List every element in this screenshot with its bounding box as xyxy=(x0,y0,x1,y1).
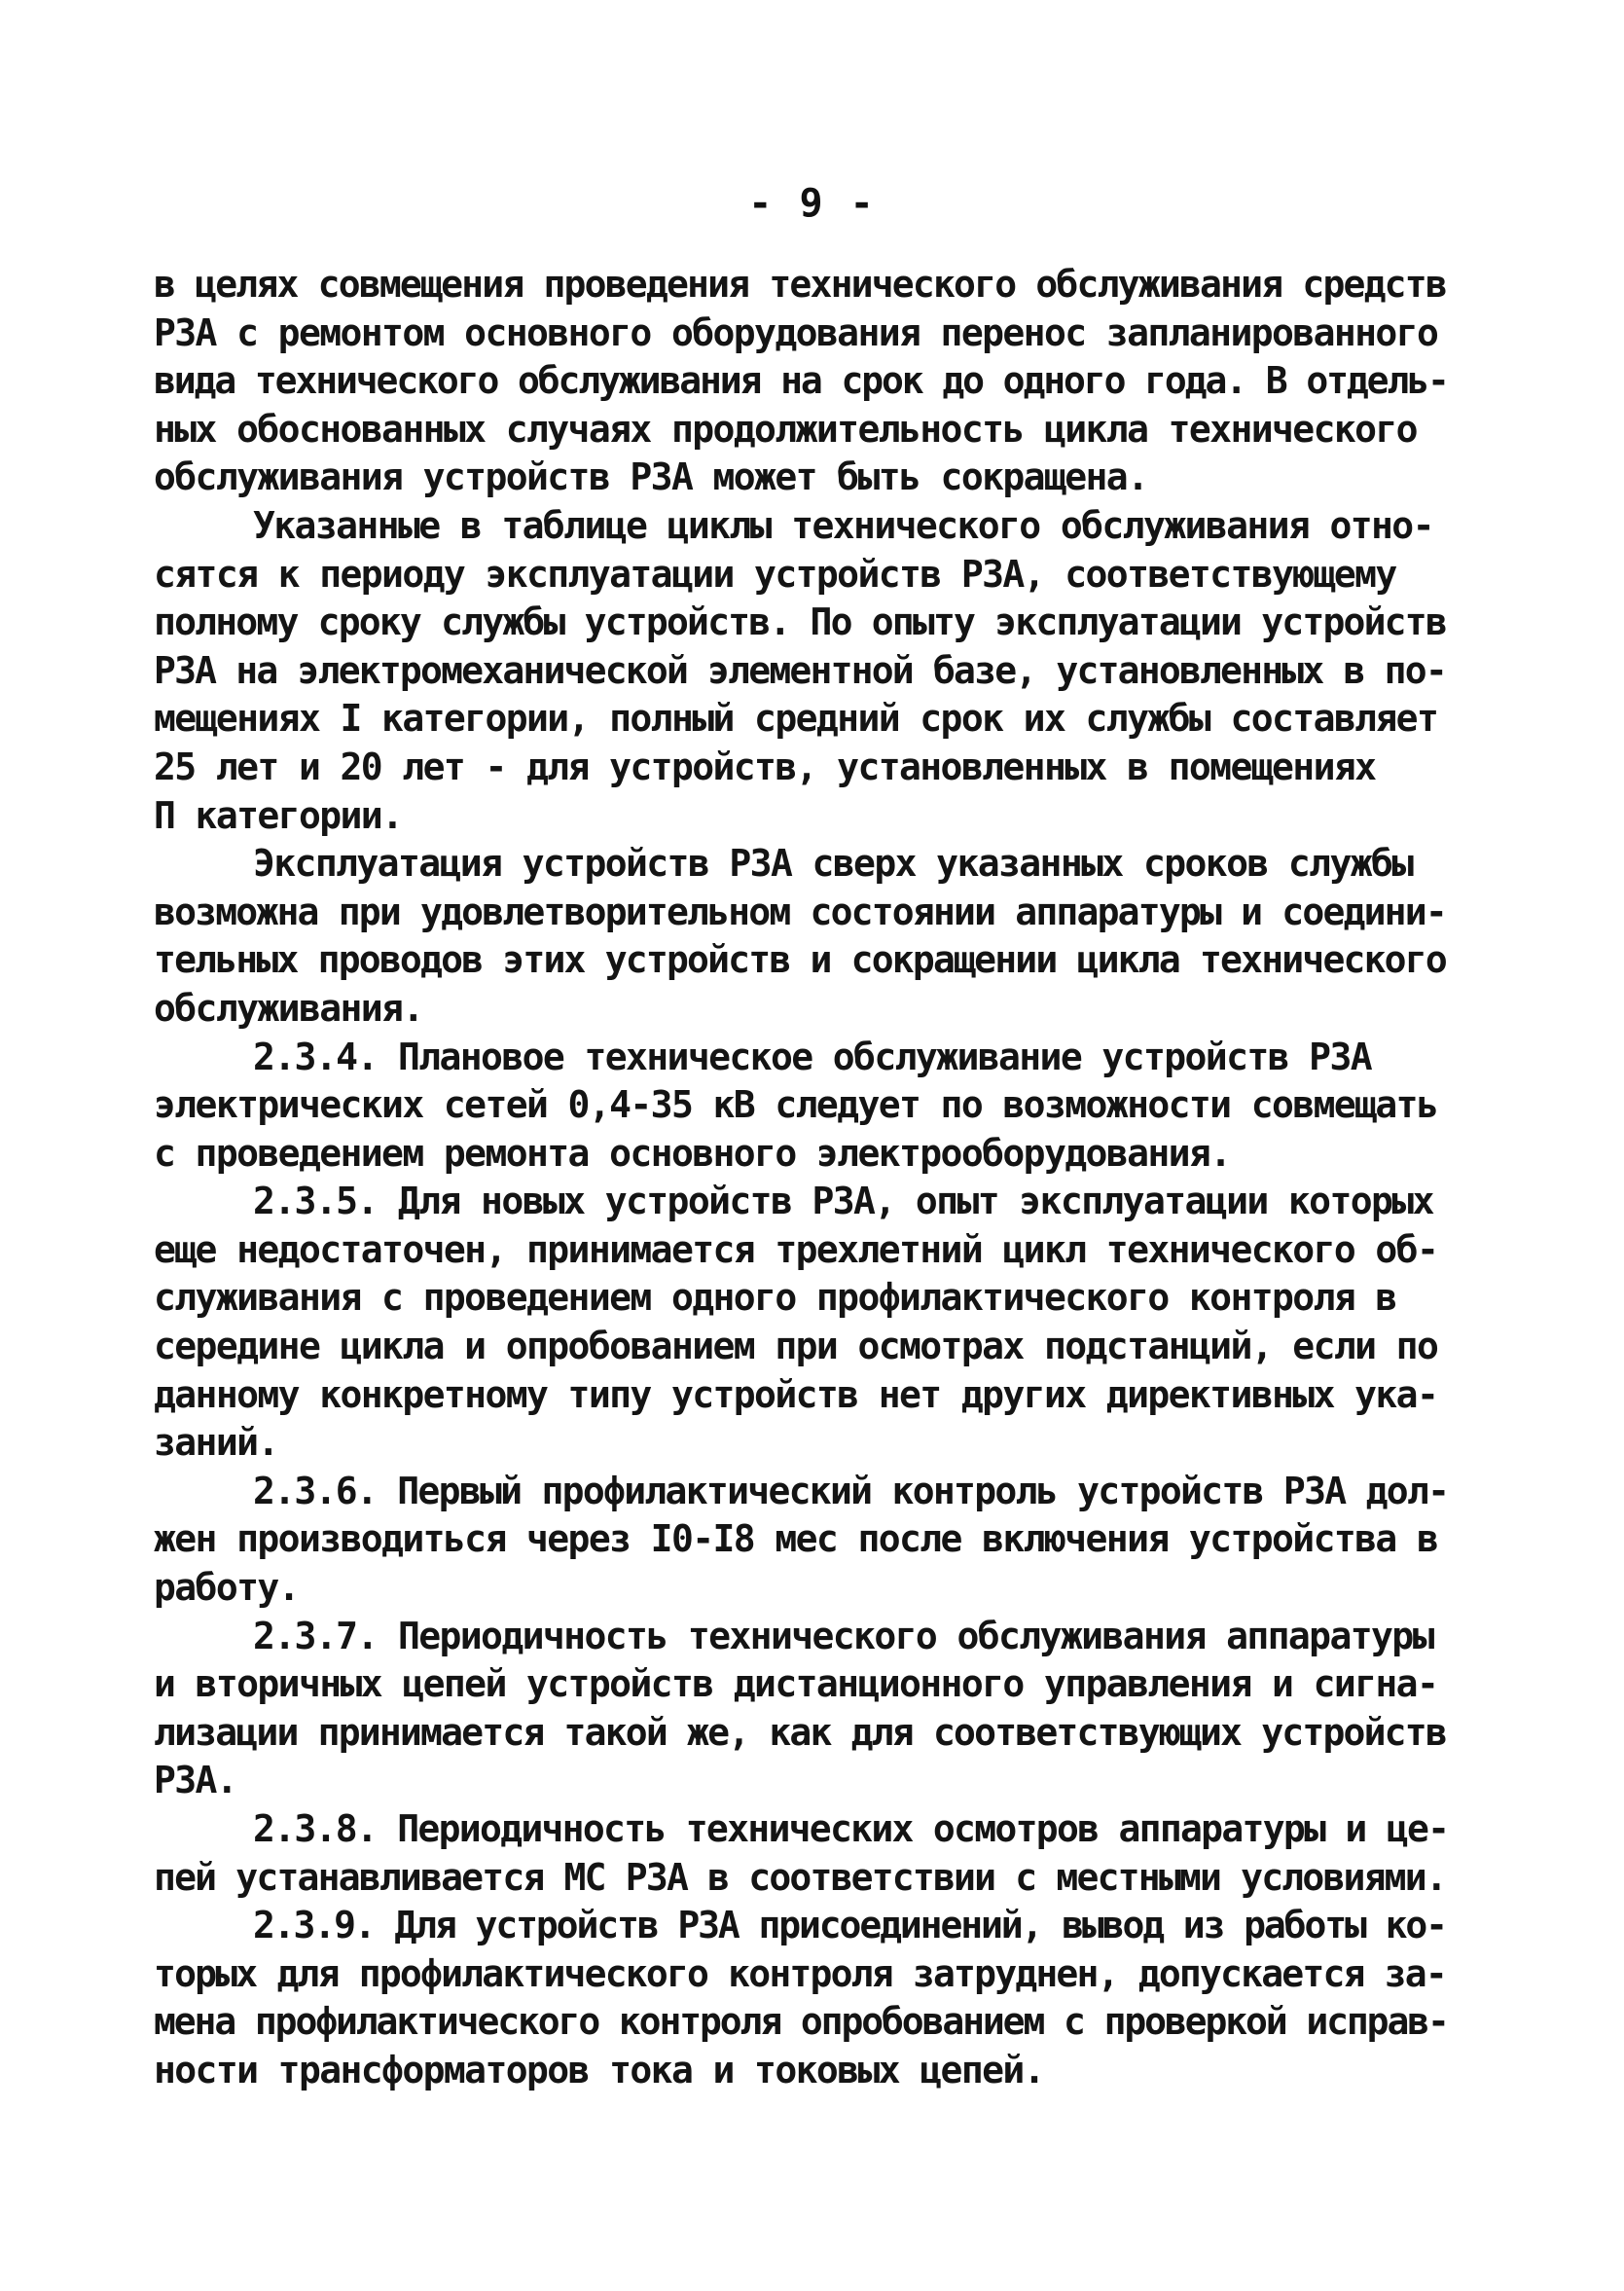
text-line: 2.3.6. Первый профилактический контроль устройств РЗА дол- xyxy=(253,1469,1449,1512)
text-line: Указанные в таблице циклы технического обслуживания отно- xyxy=(253,503,1433,547)
text-line: и вторичных цепей устройств дистанционного управления и сигна- xyxy=(154,1662,1438,1706)
text-line: Эксплуатация устройств РЗА сверх указанных сроков службы xyxy=(253,842,1413,886)
text-line: полному сроку службы устройств. По опыту эксплуатации устройств xyxy=(154,600,1446,644)
text-line: 2.3.9. Для устройств РЗА присоединений, вывод из работы ко- xyxy=(253,1904,1446,1947)
text-line: электрических сетей 0,4-35 кВ следует по возможности совмещать xyxy=(154,1083,1438,1127)
text-line: мена профилактического контроля опробованием с проверкой исправ- xyxy=(154,2000,1448,2044)
text-line: пей устанавливается МС РЗА в соответствии с местными условиями. xyxy=(154,1855,1446,1899)
text-line: РЗА на электромеханической элементной базе, установленных в по- xyxy=(154,648,1446,692)
text-line: ных обоснованных случаях продолжительность цикла технического xyxy=(154,407,1417,451)
text-line: середине цикла и опробованием при осмотрах подстанций, если по xyxy=(154,1325,1438,1368)
text-line: в целях совмещения проведения технического обслуживания средств xyxy=(154,263,1446,306)
text-line: мещениях I категории, полный средний срок их службы составляет xyxy=(154,697,1438,741)
text-line: 2.3.8. Периодичность технических осмотров аппаратуры и це- xyxy=(253,1807,1449,1850)
text-line: 25 лет и 20 лет - для устройств, установленных в помещениях xyxy=(154,745,1376,788)
text-line: тельных проводов этих устройств и сокращении цикла технического xyxy=(154,938,1446,982)
page-number: - 9 - xyxy=(748,181,876,226)
text-line: 2.3.4. Плановое техническое обслуживание устройств РЗА xyxy=(253,1035,1372,1078)
text-line: данному конкретному типу устройств нет других директивных ука- xyxy=(154,1372,1438,1416)
text-line: вида технического обслуживания на срок до одного года. В отдель- xyxy=(154,359,1448,403)
text-line: еще недостаточен, принимается трехлетний цикл технического об- xyxy=(154,1227,1438,1271)
text-line: жен производиться через I0-I8 мес после включения устройства в xyxy=(154,1517,1438,1561)
text-line: служивания с проведением одного профилактического контроля в xyxy=(154,1276,1396,1320)
text-line: РЗА с ремонтом основного оборудования перенос запланированного xyxy=(154,310,1438,354)
text-line: заний. xyxy=(154,1421,278,1465)
text-line: ности трансформаторов тока и токовых цепей. xyxy=(154,2048,1044,2091)
text-line: лизации принимается такой же, как для соответствующих устройств xyxy=(154,1710,1446,1754)
text-line: обслуживания. xyxy=(154,986,423,1030)
text-line: обслуживания устройств РЗА может быть сокращена. xyxy=(154,455,1148,499)
text-line: работу. xyxy=(154,1566,299,1610)
body-text xyxy=(154,261,1448,2095)
text-line: П категории. xyxy=(154,793,403,837)
text-line: 2.3.5. Для новых устройств РЗА, опыт эксплуатации которых xyxy=(253,1180,1433,1223)
text-line: сятся к периоду эксплуатации устройств РЗА, соответствующему xyxy=(154,552,1396,596)
text-line: с проведением ремонта основного электрооборудования. xyxy=(154,1131,1231,1175)
text-line: возможна при удовлетворительном состоянии аппаратуры и соедини- xyxy=(154,890,1446,933)
text-line: торых для профилактического контроля затруднен, допускается за- xyxy=(154,1951,1446,1995)
text-line: РЗА. xyxy=(154,1759,237,1802)
text-line: 2.3.7. Периодичность технического обслуживания аппаратуры xyxy=(253,1614,1433,1657)
